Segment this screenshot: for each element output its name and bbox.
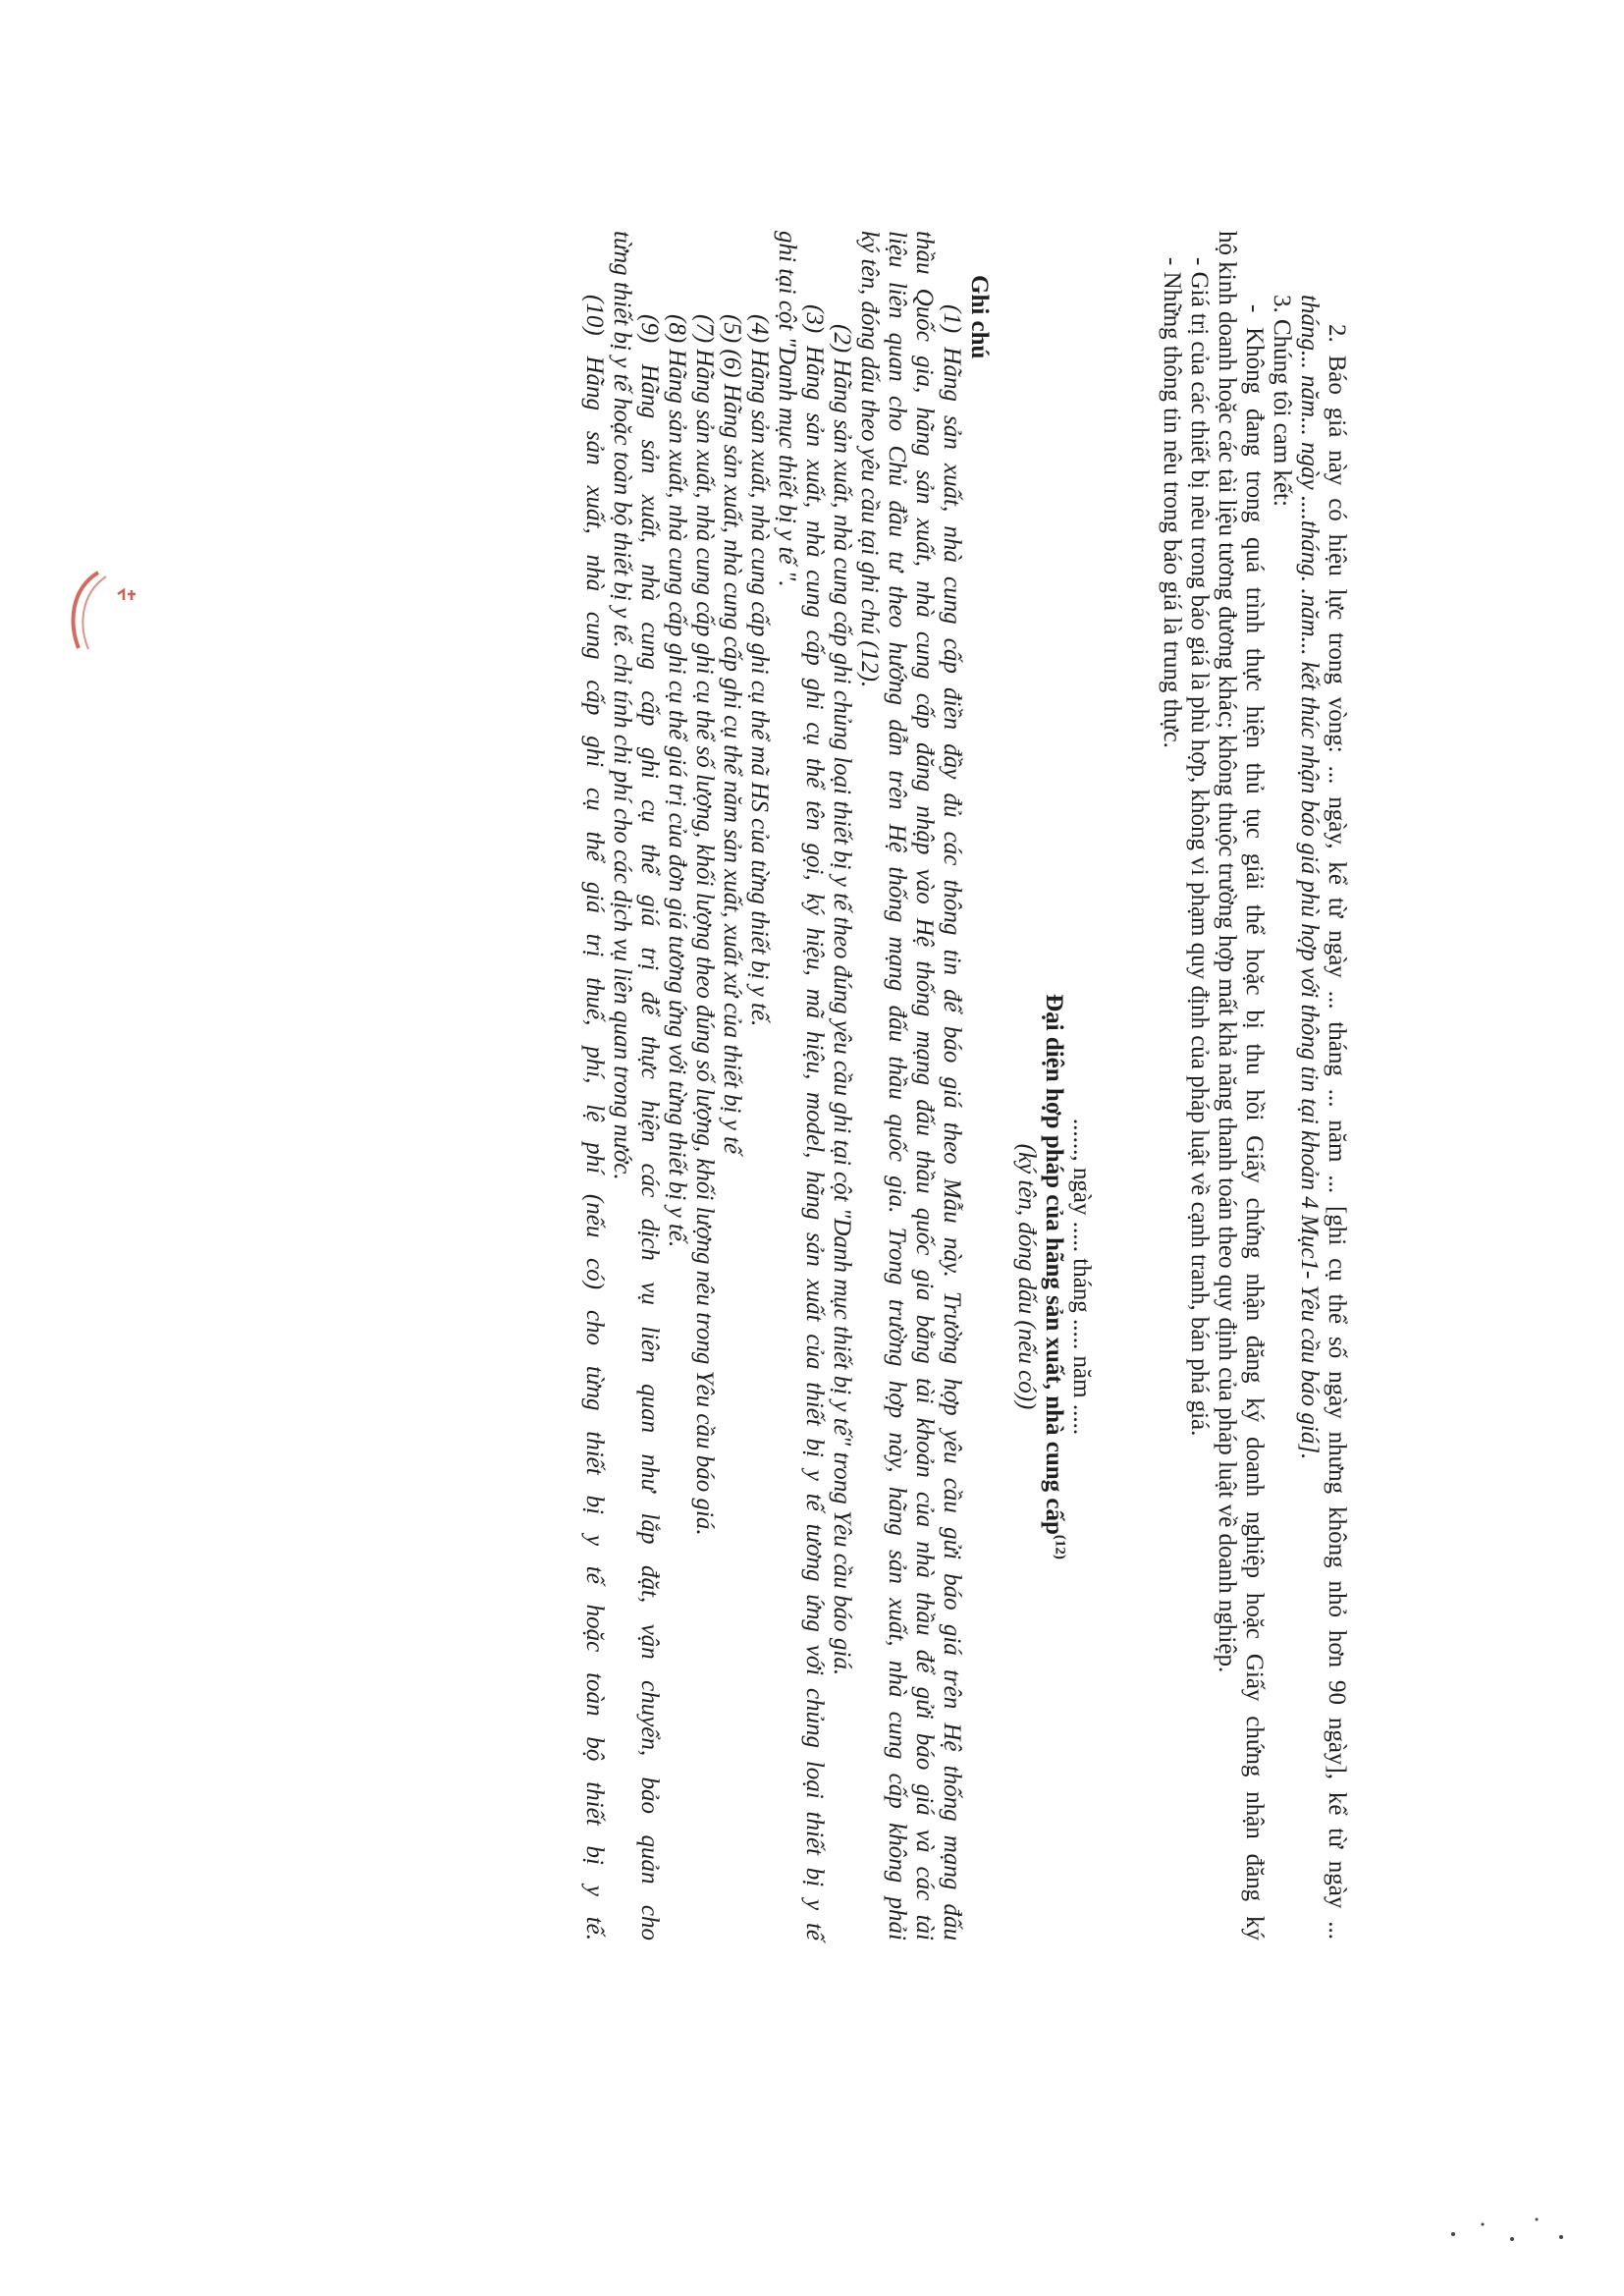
note-2: (2) Hãng sản xuất, nhà cung cấp ghi chủng loại thiết bị y tế theo đúng yêu cầu ghi tại cột "Danh mục thiết bị y tế" trong Yêu cầu báo giá. [829, 324, 855, 1676]
note-1-line-2: thầu Quốc gia, hãng sản xuất, nhà cung cấp đăng nhập vào Hệ thống mạng đấu thầu quốc gia bằng tài khoản của nhà thầu để gửi báo giá và các tài [911, 231, 938, 1941]
commitments-heading: 3. Chúng tôi cam kết: [1269, 295, 1295, 507]
note-10: (10) Hãng sản xuất, nhà cung cấp ghi cụ thể giá trị thuế, phí, lệ phí (nếu có) cho từng thiết bị y tế hoặc toàn bộ thiết bị y tế. [581, 295, 608, 1941]
note-8: (8) Hãng sản xuất, nhà cung cấp ghi cụ thể giá trị của đơn giá tương ứng với từng thiết bị y tế. [664, 314, 690, 1248]
red-seal-stamp-icon [59, 565, 177, 653]
note-9-line-2: từng thiết bị y tế hoặc toàn bộ thiết bị y tế. chỉ tính chi phí cho các dịch vụ liên quan trong nước. [609, 231, 635, 1180]
note-5-6: (5) (6) Hãng sản xuất, nhà cung cấp ghi cụ thể năm sản xuất, xuất xứ của thiết bị y tế [719, 314, 745, 1155]
commitment-item-1-line-1: - Không đang trong quá trình thực hiện thủ tục giải thể hoặc bị thu hồi Giấy chứng nhận đăng ký doanh nghiệp hoặc Giấy chứng nhận đăng ký [1241, 304, 1268, 1941]
signature-subtitle: (ký tên, đóng dấu (nếu có)) [1013, 1143, 1040, 1410]
note-3-line-1: (3) Hãng sản xuất, nhà cung cấp ghi cụ thể tên gọi, ký hiệu, mã hiệu, model, hãng sản xuất của thiết bị y tế tương ứng với chủng loại thiết bị y tế [801, 304, 828, 1941]
note-3-line-2: ghi tại cột "Danh mục thiết bị y tế ". [774, 231, 800, 587]
scan-artifact-marks [1443, 2200, 1591, 2259]
signature-title-text: Đại diện hợp pháp của hãng sản xuất, nhà cung cấp [1041, 994, 1067, 1535]
note-9-line-1: (9) Hãng sản xuất, nhà cung cấp ghi cụ thể giá trị để thực hiện các dịch vụ liên quan như lắp đặt, vận chuyển, bảo quản cho [636, 314, 663, 1941]
note-7: (7) Hãng sản xuất, nhà cung cấp ghi cụ thể số lượng, khối lượng theo đúng số lượng, khối lượng nêu trong Yêu cầu báo giá. [691, 314, 718, 1536]
signature-date-line: ......, ngày ..... tháng ..... năm ..... [1068, 1118, 1095, 1436]
notes-heading: Ghi chú [966, 275, 993, 359]
note-1-line-3: liệu liên quan cho Chủ đầu tư theo hướng dẫn trên Hệ thống mạng đấu thầu quốc gia. Trong trường hợp này, hãng sản xuất, nhà cung cấp không phải [884, 231, 910, 1941]
validity-line-2: tháng... năm... ngày ....tháng. .năm... kết thúc nhận báo giá phù hợp với thông tin tại khoản 4 Mục1- Yêu cầu báo giá]. [1296, 295, 1323, 1460]
note-1-line-4: ký tên, đóng dấu theo yêu cầu tại ghi chú (12). [856, 231, 883, 688]
note-4: (4) Hãng sản xuất, nhà cung cấp ghi cụ thể mã HS của từng thiết bị y tế. [746, 314, 773, 1027]
commitment-item-1-line-2: hộ kinh doanh hoặc các tài liệu tương đương khác; không thuộc trường hợp mất khả năng thanh toán theo quy định của pháp luật về doanh nghiệp. [1214, 231, 1240, 1673]
commitment-item-2: - Giá trị của các thiết bị nêu trong báo giá là phù hợp, không vi phạm quy định của pháp luật về cạnh tranh, bán phá giá. [1186, 257, 1213, 1437]
commitment-item-3: - Những thông tin nêu trong báo giá là trung thực. [1159, 257, 1185, 748]
signature-title-note: (12) [1052, 1534, 1068, 1559]
signature-title [1042, 972, 1066, 1581]
note-1-line-1: (1) Hãng sản xuất, nhà cung cấp điền đầy đủ các thông tin để báo giá theo Mẫu này. Trường hợp yêu cầu gửi báo giá trên Hệ thống mạng đấu [939, 304, 965, 1941]
validity-line-1: 2. Báo giá này có hiệu lực trong vòng: ... ngày, kể từ ngày ... tháng ... năm ... [ghi cụ thể số ngày nhưng không nhỏ hơn 90 ngày], kể từ ngày ... [1324, 324, 1350, 1940]
